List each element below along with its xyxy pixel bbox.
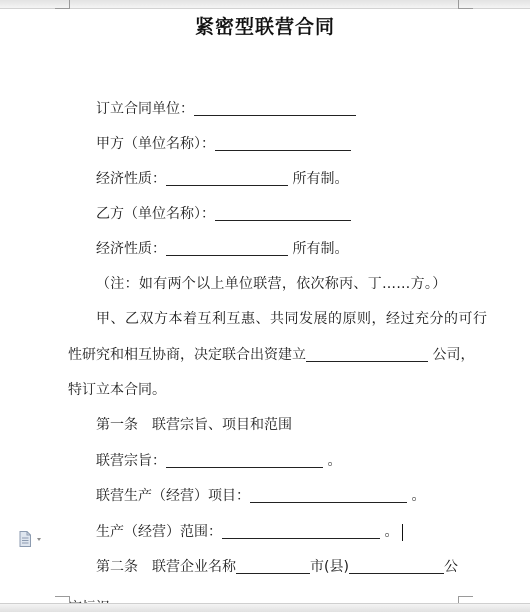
company-name-blank[interactable] <box>306 346 428 362</box>
article-1-heading: 第一条 联营宗旨、项目和范围 <box>96 417 292 433</box>
party-a-nature-blank[interactable] <box>166 170 288 186</box>
article-2-line <box>96 557 458 577</box>
scope-line <box>96 522 398 542</box>
party-b-nature-blank[interactable] <box>166 240 288 256</box>
caret-down-icon <box>37 538 41 541</box>
line-label: 经济性质： <box>96 241 166 257</box>
preamble-line-2 <box>68 345 474 365</box>
line-suffix: 。 <box>380 524 399 540</box>
purpose-line <box>96 451 341 471</box>
document-page-icon-graphic <box>19 531 43 547</box>
contract-parties-line <box>96 99 356 119</box>
line-suffix: 。 <box>407 488 426 504</box>
party-a-nature-line <box>96 169 348 189</box>
party-a-name-blank[interactable] <box>215 135 351 151</box>
note-line: （注：如有两个以上单位联营，依次称丙、丁……方。） <box>96 276 447 292</box>
line-middle: 市(县) <box>310 559 349 575</box>
party-b-name-blank[interactable] <box>215 205 351 221</box>
scope-blank[interactable] <box>222 523 380 539</box>
line-label: 经济性质： <box>96 171 166 187</box>
city-blank[interactable] <box>236 558 310 574</box>
preamble-line-1: 甲、乙双方本着互利互惠、共同发展的原则，经过充分的可行 <box>96 311 488 327</box>
document-page-icon[interactable] <box>19 531 43 547</box>
contract-parties-blank[interactable] <box>194 100 356 116</box>
crop-mark-top-left <box>55 0 70 9</box>
page-bottom-edge <box>0 603 530 612</box>
county-blank[interactable] <box>349 558 444 574</box>
line-label: 生产（经营）范围： <box>96 524 222 540</box>
line-label: 乙方（单位名称）： <box>96 206 215 222</box>
project-line <box>96 486 425 506</box>
line-label: 甲方（单位名称）： <box>96 136 215 152</box>
purpose-blank[interactable] <box>166 452 323 468</box>
party-a-line <box>96 134 351 154</box>
page-top-edge <box>0 0 530 9</box>
party-b-nature-line <box>96 239 348 259</box>
line-label: 订立合同单位： <box>96 101 194 117</box>
line-suffix: 。 <box>323 453 342 469</box>
party-b-line <box>96 204 351 224</box>
line-label: 联营宗旨： <box>96 453 166 469</box>
line-suffix: 所有制。 <box>288 241 349 257</box>
crop-mark-top-right <box>458 0 473 9</box>
line-suffix: 所有制。 <box>288 171 349 187</box>
line-label: 联营生产（经营）项目： <box>96 488 250 504</box>
preamble-line-3: 特订立本合同。 <box>68 382 166 398</box>
line-suffix: 公 <box>443 559 458 575</box>
line-suffix: 公司， <box>428 347 475 363</box>
project-blank[interactable] <box>250 487 407 503</box>
line-label: 性研究和相互协商，决定联合出资建立 <box>68 347 306 363</box>
text-cursor <box>402 524 403 541</box>
line-label: 第二条 联营企业名称 <box>96 559 236 575</box>
document-title: 紧密型联营合同 <box>194 16 335 38</box>
